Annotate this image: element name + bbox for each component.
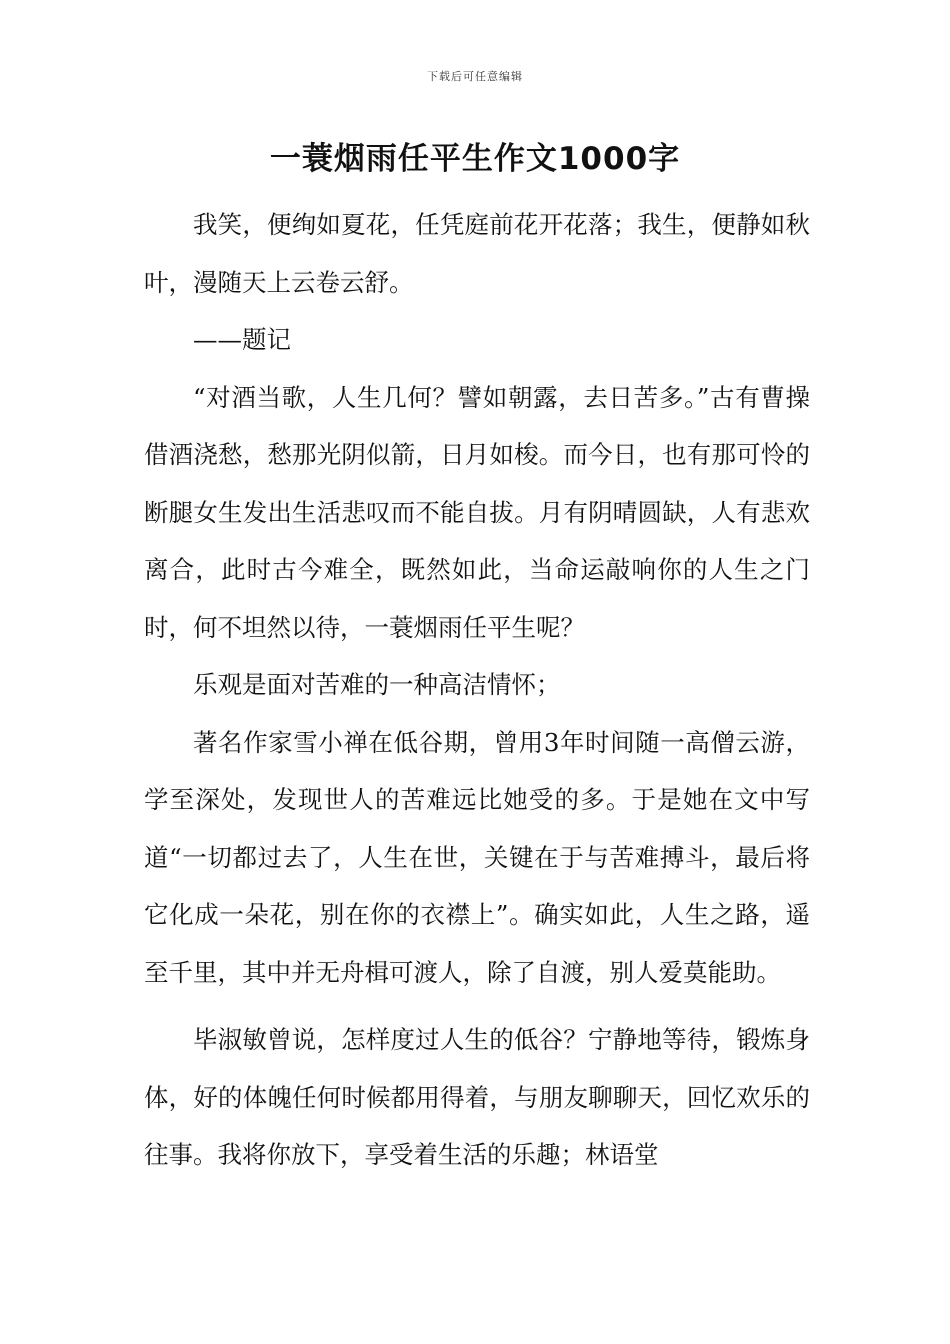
header-note: 下载后可任意编辑 [427, 70, 523, 83]
paragraph-cao-cao: “对酒当歌，人生几何？譬如朝露，去日苦多。”古有曹操借酒浇愁，愁那光阴似箭，日月如梭。而今日，也有那可怜的断腿女生发出生活悲叹而不能自拔。月有阴晴圆缺，人有悲欢离合，此时古今难全，既然如此，当命运敲响你的人生之门时，何不坦然以待，一蓑烟雨任平生呢？ [144, 382, 810, 642]
document-title: 一蓑烟雨任平生作文1000字 [269, 141, 681, 177]
paragraph-bi-shumin: 毕淑敏曾说，怎样度过人生的低谷？宁静地等待，锻炼身体，好的体魄任何时候都用得着，与朋友聊聊天，回忆欢乐的往事。我将你放下，享受着生活的乐趣；林语堂 [144, 1025, 810, 1169]
paragraph-epigraph: 我笑，便绚如夏花，任凭庭前花开花落；我生，便静如秋叶，漫随天上云卷云舒。 [144, 210, 810, 297]
paragraph-optimism: 乐观是面对苦难的一种高洁情怀； [193, 670, 561, 699]
document-body [144, 196, 810, 1184]
paragraph-xue-xiaochan: 著名作家雪小禅在低谷期，曾用3年时间随一高僧云游，学至深处，发现世人的苦难远比她受的多。于是她在文中写道“一切都过去了，人生在世，关键在于与苦难搏斗，最后将它化成一朵花，别在你的衣襟上”。确实如此，人生之路，遥至千里，其中并无舟楫可渡人，除了自渡，别人爱莫能助。 [144, 727, 810, 987]
paragraph-epigraph-source: ——题记 [193, 325, 291, 354]
